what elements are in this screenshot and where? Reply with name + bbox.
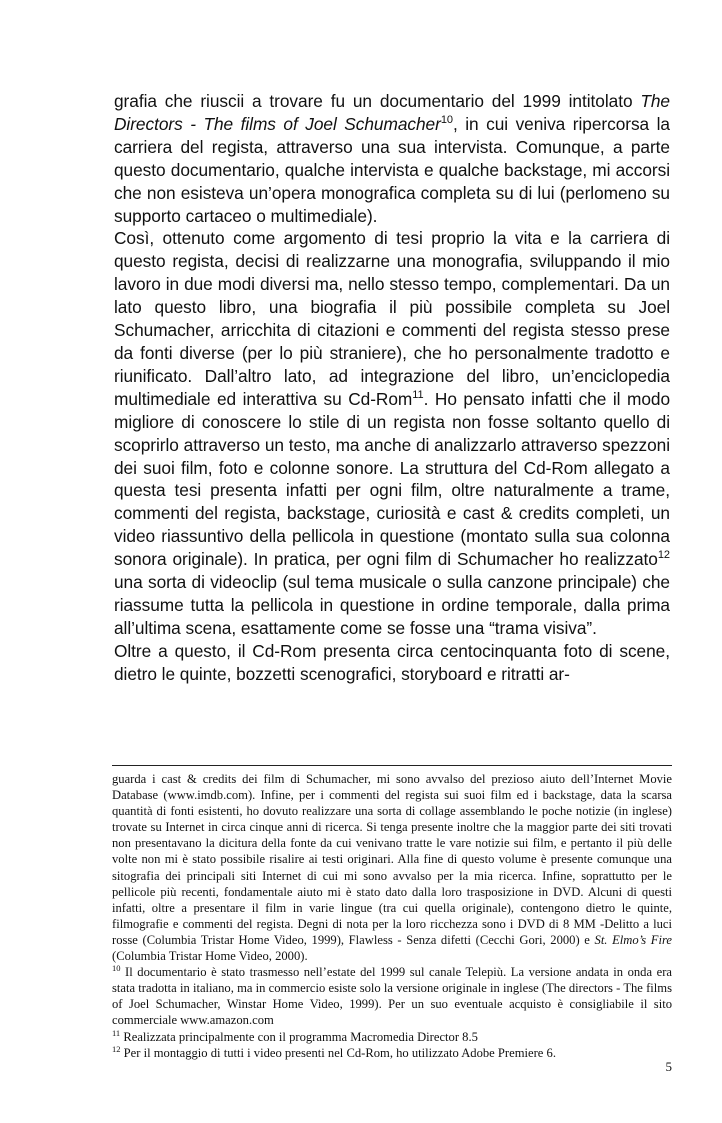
footnote-11: $^{11}$ Realizzata principalmente con il programma Macromedia Director 8.5 (112, 1027, 478, 1044)
paragraph-3: Oltre a questo, il Cd-Rom presenta circa centocinquanta foto di scene, dietro le quinte, bozzetti scenografici, storyboard e ritratti ar- (114, 640, 670, 684)
film-title: St. Elmo’s Fire (594, 932, 672, 947)
paragraph-2: Così, ottenuto come argomento di tesi proprio la vita e la carriera di questo regista, decisi di realizzarne una monografia, sviluppando il mio lavoro in due modi diversi ma, nello stesso tempo, complementari. Da un lato questo libro, una biografia il più possibile completa su Joel Schumacher, arricchita di citazioni e commenti del regista stesso prese da fonti diverse (per lo più straniere), che ho personalmente tradotto e riunificato. Dall’altro lato, ad integrazione del libro, un’enciclopedia multimediale ed interattiva su Cd-Rom$^{11}$. Ho pensato infatti che il modo migliore di conoscere lo stile di un regista non fosse soltanto quello di scoprirlo attraverso un testo, ma anche di analizzarlo attraverso spezzoni dei suoi film, foto e colonne sonore. La struttura del Cd-Rom allegato a questa tesi presenta infatti per ogni film, oltre naturalmente a trame, commenti del regista, backstage, curiosità e cast & credits completi, un video riassuntivo della pellicola in questione (montato sulla sua colonna sonora originale). In pratica, per ogni film di Schumacher ho realizzato$^{12}$ una sorta di videoclip (sul tema musicale o sulla canzone principale) che riassume tutta la pellicola in questione in ordine temporale, dalla prima all’ultima scena, esattamente come se fosse una “trama visiva”. (114, 228, 671, 638)
page-number: 5 (665, 1059, 672, 1074)
documentary-title: The Directors - The films of Joel Schumacher (114, 91, 670, 134)
footnotes (112, 771, 672, 1061)
footnote-divider (112, 765, 672, 766)
body-text (114, 90, 670, 686)
footnote-continuation: guarda i cast & credits dei film di Schumacher, mi sono avvalso del prezioso aiuto dell’Internet Movie Database (www.imdb.com). Infine, per i commenti del regista sui suoi film ed i backstage, data la scarsa quantità di fonti esistenti, ho dovuto realizzare una sorta di collage assemblando le poche notizie (in inglese) trovate su Internet in circa cinque anni di ricerca. Si tenga presente inoltre che la maggior parte dei siti trovati non presentavano la dicitura della fonte da cui venivano tratte le vare notizie sui film, e pertanto il più delle volte non mi è stato possibile risalire ai testi originari. Alla fine di questo volume è presente comunque una sitografia dei principali siti Internet di cui mi sono avvalso per la mia ricerca. Infine, soprattutto per le pellicole più recenti, fondamentale aiuto mi è stato dato dalla loro trasposizione in DVD. Alcuni di questi infatti, oltre a presentare il film in varie lingue (tra cui quella originale), contengono dietro le quinte, filmografie e commenti del regista. Degni di nota per la loro ricchezza sono i DVD di 8 MM -Delitto a luci rosse (Columbia Tristar Home Video, 1999), Flawless - Senza difetti (Cecchi Gori, 2000) e St. Elmo’s Fire (Columbia Tristar Home Video, 2000). (112, 772, 672, 964)
footnote-12: $^{12}$ Per il montaggio di tutti i video presenti nel Cd-Rom, ho utilizzato Adobe Premiere 6. (112, 1043, 556, 1060)
footnote-10: $^{10}$ Il documentario è stato trasmesso nell’estate del 1999 sul canale Telepiù. La versione andata in onda era stata tradotta in italiano, ma in commercio esiste solo la versione originale in inglese (The directors - The films of Joel Schumacher, Winstar Home Video, 1999). Per un suo eventuale acquisto è consigliabile il sito commerciale www.amazon.com (112, 963, 672, 1028)
footnote-ref-12: 12 (657, 549, 670, 562)
footnote-ref-11: 11 (412, 388, 424, 401)
footnote-ref-10: 10 (440, 113, 453, 126)
paragraph-1: grafia che riuscii a trovare fu un documentario del 1999 intitolato The Directors - The films of Joel Schumacher$^{10}$, in cui veniva ripercorsa la carriera del regista, attraverso una sua intervista. Comunque, a parte questo documentario, qualche intervista e qualche backstage, mi accorsi che non esisteva un’opera monografica completa su di lui (perlomeno su supporto cartaceo o multimediale). (114, 91, 670, 226)
